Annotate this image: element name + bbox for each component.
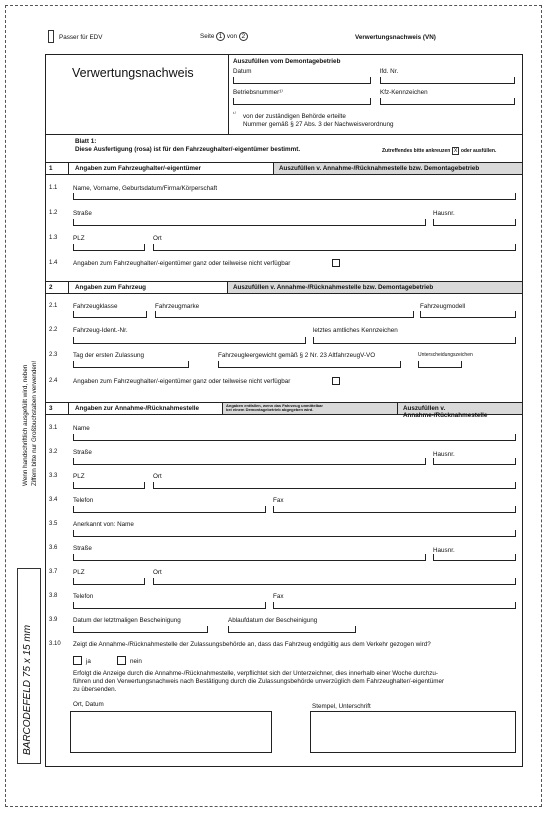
betriebsnummer-field[interactable]	[233, 98, 371, 105]
section-3-note: Angaben entfallen, wenn das Fahrzeug unmittelbar bei einem Demontagebetrieb abgegeben wird.	[222, 403, 397, 414]
an-fax-field[interactable]	[273, 602, 516, 609]
rs-ort-label: Ort	[153, 473, 162, 480]
gewicht-field[interactable]	[218, 361, 401, 368]
klasse-field[interactable]	[73, 311, 147, 318]
rs-fax-field[interactable]	[273, 506, 516, 513]
handwriting-note-1: Wenn handschriftlich ausgefüllt wird, neben	[22, 364, 29, 486]
rs-fax-label: Fax	[273, 497, 284, 504]
name-field[interactable]	[73, 193, 516, 200]
an-ort-label: Ort	[153, 569, 162, 576]
ankreuzen-mark: X	[453, 148, 458, 154]
nein-label: nein	[130, 658, 142, 665]
marke-label: Fahrzeugmarke	[155, 303, 200, 310]
an-plz-field[interactable]	[73, 578, 145, 585]
marke-field[interactable]	[155, 311, 414, 318]
gewicht-label: Fahrzeugleergewicht gemäß § 2 Nr. 23 AltfahrzeugV-VO	[218, 352, 376, 359]
footnote-mark: ¹⁾	[233, 111, 236, 117]
hausnr-field[interactable]	[433, 219, 516, 226]
ort-datum-label: Ort, Datum	[73, 701, 104, 708]
name-label: Name, Vorname, Geburtsdatum/Firma/Körperschaft	[73, 185, 218, 192]
kfz-label: Kfz-Kennzeichen	[380, 89, 428, 96]
ankreuzen-hint: Zutreffendes bitte ankreuzen X oder ausfüllen.	[382, 148, 497, 154]
fahrzeug-unavailable-label: Angaben zum Fahrzeughalter/-eigentümer ganz oder teilweise nicht verfügbar	[73, 378, 291, 385]
rs-plz-field[interactable]	[73, 482, 145, 489]
an-telefon-field[interactable]	[73, 602, 266, 609]
page-current: 1	[216, 32, 225, 41]
an-strasse-label: Straße	[73, 545, 92, 552]
edv-label: Passer für EDV	[59, 34, 103, 41]
strasse-field[interactable]	[73, 219, 426, 226]
rs-strasse-label: Straße	[73, 449, 92, 456]
an-strasse-field[interactable]	[73, 554, 426, 561]
ablaufdatum-label: Ablaufdatum der Bescheinigung	[228, 617, 318, 624]
an-hausnr-label: Hausnr.	[433, 547, 455, 554]
an-plz-label: PLZ	[73, 569, 85, 576]
zulassung-label: Tag der ersten Zulassung	[73, 352, 145, 359]
datum-field[interactable]	[233, 77, 371, 84]
lfd-label: lfd. Nr.	[380, 68, 399, 75]
ja-label: ja	[86, 658, 91, 665]
unterscheidung-field[interactable]	[418, 361, 462, 368]
plz-label: PLZ	[73, 235, 85, 242]
zulassung-field[interactable]	[73, 361, 189, 368]
ort-field[interactable]	[153, 244, 516, 251]
rs-hausnr-label: Hausnr.	[433, 451, 455, 458]
betriebsnummer-label: Betriebsnummer¹⁾	[233, 89, 283, 96]
rs-hausnr-field[interactable]	[433, 458, 516, 465]
kfz-field[interactable]	[380, 98, 515, 105]
kennzeichen-label: letztes amtliches Kennzeichen	[313, 327, 398, 334]
hausnr-label: Hausnr.	[433, 210, 455, 217]
ident-field[interactable]	[73, 337, 306, 344]
blatt-line2: Diese Ausfertigung (rosa) ist für den Fahrzeughalter/-eigentümer bestimmt.	[75, 146, 301, 153]
fahrzeug-unavailable-checkbox[interactable]	[332, 377, 340, 385]
rs-plz-label: PLZ	[73, 473, 85, 480]
modell-label: Fahrzeugmodell	[420, 303, 466, 310]
footnote-line1: von der zuständigen Behörde erteilte	[243, 113, 346, 120]
an-hausnr-field[interactable]	[433, 554, 516, 561]
anzeige-question: Zeigt die Annahme-/Rücknahmestelle der Zulassungsbehörde an, dass das Fahrzeug endgültig aus dem Verkehr gezogen wird?	[73, 641, 431, 648]
handwriting-note-2: Ziffern bitte nur Großbuchstaben verwenden!	[31, 360, 38, 486]
section-1-header: 1 Angaben zum Fahrzeughalter/-eigentümer Auszufüllen v. Annahme-/Rücknahmestelle bzw. Demontagebetrieb	[45, 162, 523, 175]
ort-datum-box[interactable]	[70, 711, 272, 753]
page-indicator: Seite 1 von 2	[200, 32, 248, 41]
rs-name-label: Name	[73, 425, 90, 432]
rs-ort-field[interactable]	[153, 482, 516, 489]
plz-field[interactable]	[73, 244, 145, 251]
rs-name-field[interactable]	[73, 434, 516, 441]
rs-telefon-field[interactable]	[73, 506, 266, 513]
ident-label: Fahrzeug-Ident.-Nr.	[73, 327, 128, 334]
rs-strasse-field[interactable]	[73, 458, 426, 465]
nein-checkbox[interactable]	[117, 656, 126, 665]
verpflichtung-line1: Erfolgt die Anzeige durch die Annahme-/Rücknahmestelle, verpflichtet sich der Unterzeichner, dies innerhalb einer Woche durchzu-	[73, 670, 438, 677]
strasse-label: Straße	[73, 210, 92, 217]
an-fax-label: Fax	[273, 593, 284, 600]
barcode-label: BARCODEFELD 75 x 15 mm	[22, 624, 33, 755]
rs-telefon-label: Telefon	[73, 497, 94, 504]
anerkannt-field[interactable]	[73, 530, 516, 537]
ablaufdatum-field[interactable]	[228, 626, 356, 633]
verpflichtung-line2: führen und den Verwertungsnachweis nach Bestätigung durch die Zulassungsbehörde unverzüglich dem Fahrzeughalter/-eigentümer	[73, 678, 445, 685]
halter-unavailable-label: Angaben zum Fahrzeughalter/-eigentümer ganz oder teilweise nicht verfügbar	[73, 260, 291, 267]
klasse-label: Fahrzeugklasse	[73, 303, 118, 310]
section-3-header: 3 Angaben zur Annahme-/Rücknahmestelle Angaben entfallen, wenn das Fahrzeug unmittelbar bei einem Demontagebetrieb abgegeben wird. Auszufüllen v. Annahme-/Rücknahmestelle	[45, 402, 523, 415]
ort-label: Ort	[153, 235, 162, 242]
demontage-heading: Auszufüllen vom Demontagebetrieb	[233, 58, 341, 65]
blatt-line1: Blatt 1:	[75, 138, 97, 145]
bescheinigung-datum-field[interactable]	[73, 626, 208, 633]
section-2-header: 2 Angaben zum Fahrzeug Auszufüllen v. Annahme-/Rücknahmestelle bzw. Demontagebetrieb	[45, 281, 523, 294]
page-total: 2	[239, 32, 248, 41]
stempel-box[interactable]	[310, 711, 516, 753]
an-ort-field[interactable]	[153, 578, 516, 585]
modell-field[interactable]	[420, 311, 516, 318]
anerkannt-label: Anerkannt von: Name	[73, 521, 134, 528]
datum-label: Datum	[233, 68, 252, 75]
page-title: Verwertungsnachweis	[72, 66, 194, 80]
bescheinigung-datum-label: Datum der letztmaligen Bescheinigung	[73, 617, 181, 624]
halter-unavailable-checkbox[interactable]	[332, 259, 340, 267]
unterscheidung-label: Unterscheidungszeichen	[418, 352, 473, 358]
edv-box	[48, 30, 54, 43]
doc-title: Verwertungsnachweis (VN)	[355, 34, 436, 41]
footnote-line2: Nummer gemäß § 27 Abs. 3 der Nachweisverordnung	[243, 121, 394, 128]
kennzeichen-field[interactable]	[313, 337, 516, 344]
verpflichtung-line3: zu übersenden.	[73, 686, 117, 693]
an-telefon-label: Telefon	[73, 593, 94, 600]
lfd-field[interactable]	[380, 77, 515, 84]
ja-checkbox[interactable]	[73, 656, 82, 665]
stempel-label: Stempel, Unterschrift	[312, 703, 371, 710]
